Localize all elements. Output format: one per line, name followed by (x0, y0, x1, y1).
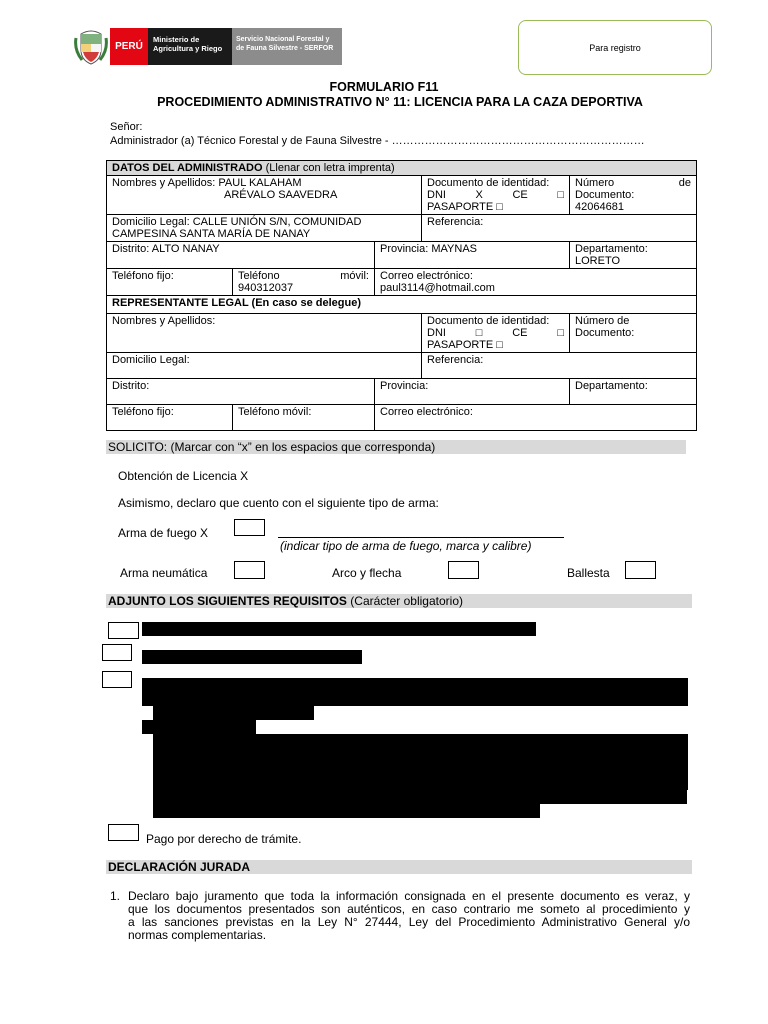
redacted-requisito-3f (153, 804, 540, 818)
redacted-requisito-2 (142, 650, 362, 664)
arco-label: Arco y flecha (332, 566, 402, 580)
representante-provincia-cell: Provincia: (375, 379, 570, 405)
arma-neumatica-label: Arma neumática (120, 566, 208, 580)
representante-doc-type-cell: Documento de identidad: DNI □ CE □ PASAPORTE □ (422, 314, 570, 353)
ballesta-checkbox[interactable] (625, 561, 656, 579)
administrado-departamento-cell: Departamento: LORETO (570, 242, 697, 269)
serfor-logo: Servicio Nacional Forestal y de Fauna Silvestre - SERFOR (232, 28, 342, 65)
salutation: Señor: (110, 121, 143, 133)
arma-fuego-checkbox[interactable] (234, 519, 265, 536)
asimismo-text: Asimismo, declaro que cuento con el siguiente tipo de arma: (118, 496, 439, 510)
administrado-provincia-cell: Provincia: MAYNAS (375, 242, 570, 269)
redacted-requisito-3c (142, 720, 256, 734)
representante-tel-movil-cell: Teléfono móvil: (233, 405, 375, 431)
representante-distrito-cell: Distrito: (107, 379, 375, 405)
pago-checkbox[interactable] (108, 824, 139, 841)
administrado-table (106, 160, 697, 431)
redacted-requisito-3e (153, 790, 687, 804)
redacted-requisito-3d (153, 734, 688, 790)
administrado-tel-movil-cell: Teléfono móvil: 940312037 (233, 269, 375, 296)
administrado-heading: DATOS DEL ADMINISTRADO (Llenar con letra imprenta) (107, 161, 697, 176)
representante-heading: REPRESENTANTE LEGAL (En caso se delegue) (107, 296, 697, 314)
requisito-checkbox-3[interactable] (102, 671, 132, 688)
arma-fuego-line (278, 537, 564, 538)
solicito-heading: SOLICITO: (Marcar con “x” en los espacios que corresponda) (106, 440, 686, 454)
administrado-correo-cell: Correo electrónico: paul3114@hotmail.com (375, 269, 697, 296)
redacted-requisito-3a (142, 678, 688, 706)
administrado-doc-number-cell: Número de Documento: 42064681 (570, 176, 697, 215)
declaracion-heading: DECLARACIÓN JURADA (106, 860, 692, 874)
arco-checkbox[interactable] (448, 561, 479, 579)
peru-logo: PERÚ (110, 28, 148, 65)
administrado-domicilio-cell: Domicilio Legal: CALLE UNIÓN S/N, COMUNIDAD CAMPESINA SANTA MARÍA DE NANAY (107, 215, 422, 242)
declaracion-text: Declaro bajo juramento que toda la información consignada en el presente documento es veraz, y que los documentos presentados son auténticos, en caso contrario me someto al procedimiento y a las sanciones previstas en la Ley N° 27444, Ley del Procedimiento Administrativo General y/o normas complementarias. (128, 889, 690, 942)
licencia-option: Obtención de Licencia X (118, 469, 249, 483)
stamp-label: Para registro (589, 42, 641, 53)
peru-coat-of-arms-icon (74, 28, 108, 66)
requisito-checkbox-1[interactable] (108, 622, 139, 639)
arma-neumatica-checkbox[interactable] (234, 561, 265, 579)
administrado-distrito-cell: Distrito: ALTO NANAY (107, 242, 375, 269)
registration-stamp-box (518, 20, 712, 75)
addressee-line: Administrador (a) Técnico Forestal y de Fauna Silvestre - …………………………………………………………… (110, 135, 645, 147)
ministry-logo: Ministerio de Agricultura y Riego (148, 28, 232, 65)
administrado-doc-type-cell: Documento de identidad: DNI X CE □ PASAPORTE □ (422, 176, 570, 215)
representante-correo-cell: Correo electrónico: (375, 405, 697, 431)
pago-label: Pago por derecho de trámite. (146, 832, 302, 846)
requisitos-heading: ADJUNTO LOS SIGUIENTES REQUISITOS (Carácter obligatorio) (106, 594, 692, 608)
form-title: FORMULARIO F11 (329, 80, 439, 94)
representante-domicilio-cell: Domicilio Legal: (107, 353, 422, 379)
representante-name-cell: Nombres y Apellidos: (107, 314, 422, 353)
redacted-requisito-3b (153, 706, 314, 720)
administrado-referencia-cell: Referencia: (422, 215, 697, 242)
arma-fuego-label: Arma de fuego X (118, 526, 209, 540)
representante-doc-number-cell: Número de Documento: (570, 314, 697, 353)
form-subtitle: PROCEDIMIENTO ADMINISTRATIVO N° 11: LICENCIA PARA LA CAZA DEPORTIVA (157, 95, 643, 109)
declaracion-item-number: 1. (110, 889, 121, 903)
administrado-name-cell: Nombres y Apellidos: PAUL KALAHAM ARÉVALO SAAVEDRA (107, 176, 422, 215)
requisito-checkbox-2[interactable] (102, 644, 132, 661)
administrado-tel-fijo-cell: Teléfono fijo: (107, 269, 233, 296)
representante-departamento-cell: Departamento: (570, 379, 697, 405)
arma-fuego-hint: (indicar tipo de arma de fuego, marca y calibre) (280, 539, 532, 553)
redacted-requisito-1 (142, 622, 536, 636)
ballesta-label: Ballesta (567, 566, 610, 580)
representante-tel-fijo-cell: Teléfono fijo: (107, 405, 233, 431)
representante-referencia-cell: Referencia: (422, 353, 697, 379)
